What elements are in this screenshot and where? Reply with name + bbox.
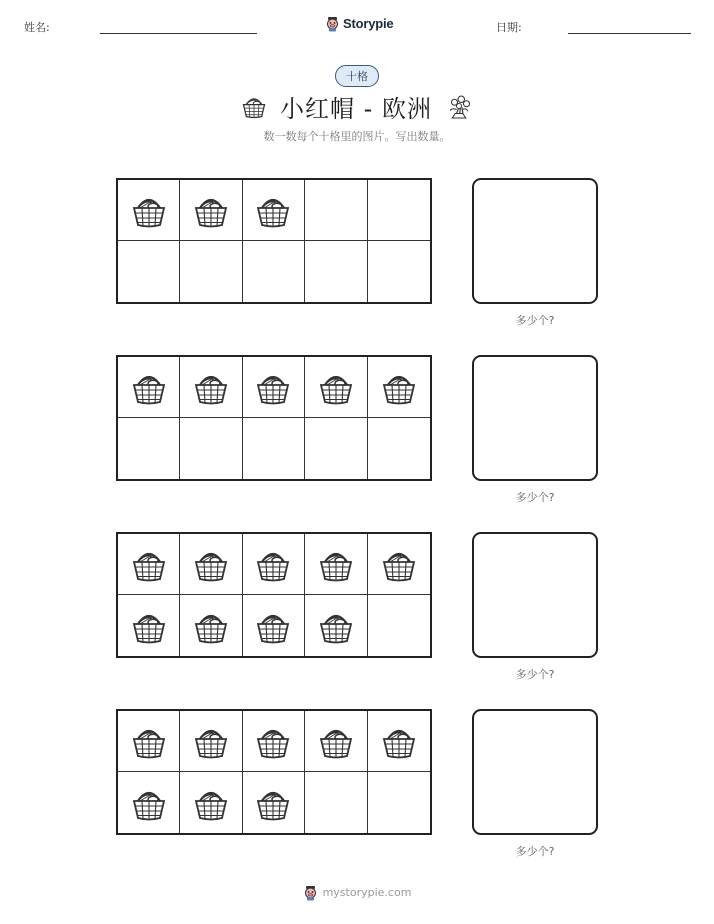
bread-basket-icon — [379, 544, 419, 584]
ten-frame-cell — [243, 772, 305, 833]
footer-url[interactable]: mystorypie.com — [322, 886, 412, 899]
ten-frame — [116, 355, 432, 481]
bread-basket-icon — [191, 544, 231, 584]
bread-basket-icon — [379, 367, 419, 407]
ten-frame-cell — [368, 241, 430, 302]
ten-frame-cell — [180, 595, 242, 656]
ten-frame-cell — [305, 180, 367, 241]
ten-frame-cell — [305, 418, 367, 479]
bread-basket-icon — [129, 190, 169, 230]
ten-frame-cell — [368, 357, 430, 418]
bread-basket-icon — [129, 544, 169, 584]
ten-frame-cell — [243, 418, 305, 479]
ten-frame-cell — [305, 772, 367, 833]
ten-frame — [116, 178, 432, 304]
answer-box[interactable] — [472, 709, 598, 835]
date-label: 日期: — [496, 21, 522, 34]
bread-basket-icon — [129, 783, 169, 823]
ten-frame — [116, 532, 432, 658]
pig-mascot-icon — [303, 884, 318, 901]
ten-frame-cell — [118, 357, 180, 418]
bread-basket-icon — [191, 367, 231, 407]
bread-basket-icon — [253, 783, 293, 823]
footer — [0, 884, 714, 901]
how-many-label: 多少个? — [515, 845, 555, 858]
ten-frame-cell — [368, 711, 430, 772]
ten-frame-cell — [118, 534, 180, 595]
ten-frame-cell — [368, 534, 430, 595]
ten-frame-cell — [118, 418, 180, 479]
ten-frame-cell — [368, 180, 430, 241]
ten-frame-cell — [305, 595, 367, 656]
ten-frame-cell — [118, 772, 180, 833]
bread-basket-icon — [253, 544, 293, 584]
flowers-icon — [444, 91, 474, 121]
bread-basket-icon — [253, 190, 293, 230]
ten-frame-cell — [180, 241, 242, 302]
ten-frame-cell — [368, 772, 430, 833]
ten-frame-cell — [243, 534, 305, 595]
pig-mascot-icon — [325, 15, 340, 32]
ten-frame-cell — [180, 418, 242, 479]
ten-frame-cell — [180, 357, 242, 418]
basket-icon — [240, 92, 268, 120]
ten-frame-cell — [305, 711, 367, 772]
ten-frame-cell — [180, 180, 242, 241]
how-many-label: 多少个? — [515, 668, 555, 681]
answer-box[interactable] — [472, 355, 598, 481]
name-line[interactable] — [100, 33, 257, 34]
ten-frame-cell — [118, 241, 180, 302]
bread-basket-icon — [129, 721, 169, 761]
ten-frame-cell — [305, 241, 367, 302]
ten-frame-cell — [305, 357, 367, 418]
answer-box[interactable] — [472, 178, 598, 304]
bread-basket-icon — [316, 606, 356, 646]
brand-name: Storypie — [343, 15, 394, 31]
instructions: 数一数每个十格里的图片。写出数量。 — [263, 130, 451, 143]
bread-basket-icon — [191, 606, 231, 646]
bread-basket-icon — [316, 367, 356, 407]
bread-basket-icon — [129, 606, 169, 646]
how-many-label: 多少个? — [515, 491, 555, 504]
ten-frame-cell — [305, 534, 367, 595]
answer-box[interactable] — [472, 532, 598, 658]
ten-frame-cell — [118, 180, 180, 241]
name-label: 姓名: — [24, 21, 50, 34]
how-many-label: 多少个? — [515, 314, 555, 327]
ten-frame-cell — [180, 711, 242, 772]
bread-basket-icon — [316, 721, 356, 761]
page-title: 小红帽 - 欧洲 — [280, 94, 432, 123]
bread-basket-icon — [191, 783, 231, 823]
ten-frame-cell — [243, 595, 305, 656]
bread-basket-icon — [253, 606, 293, 646]
topic-tag: 十格 — [335, 65, 379, 87]
bread-basket-icon — [191, 190, 231, 230]
ten-frame-cell — [368, 418, 430, 479]
ten-frame-cell — [243, 357, 305, 418]
ten-frame-cell — [118, 711, 180, 772]
bread-basket-icon — [129, 367, 169, 407]
bread-basket-icon — [316, 544, 356, 584]
bread-basket-icon — [191, 721, 231, 761]
bread-basket-icon — [253, 721, 293, 761]
ten-frame-cell — [243, 241, 305, 302]
ten-frame-cell — [180, 534, 242, 595]
date-line[interactable] — [568, 33, 691, 34]
ten-frame-cell — [368, 595, 430, 656]
ten-frame-cell — [118, 595, 180, 656]
title-row — [0, 88, 714, 124]
brand-logo — [325, 13, 393, 33]
ten-frame-cell — [180, 772, 242, 833]
ten-frame — [116, 709, 432, 835]
bread-basket-icon — [379, 721, 419, 761]
ten-frame-cell — [243, 711, 305, 772]
bread-basket-icon — [253, 367, 293, 407]
ten-frame-cell — [243, 180, 305, 241]
